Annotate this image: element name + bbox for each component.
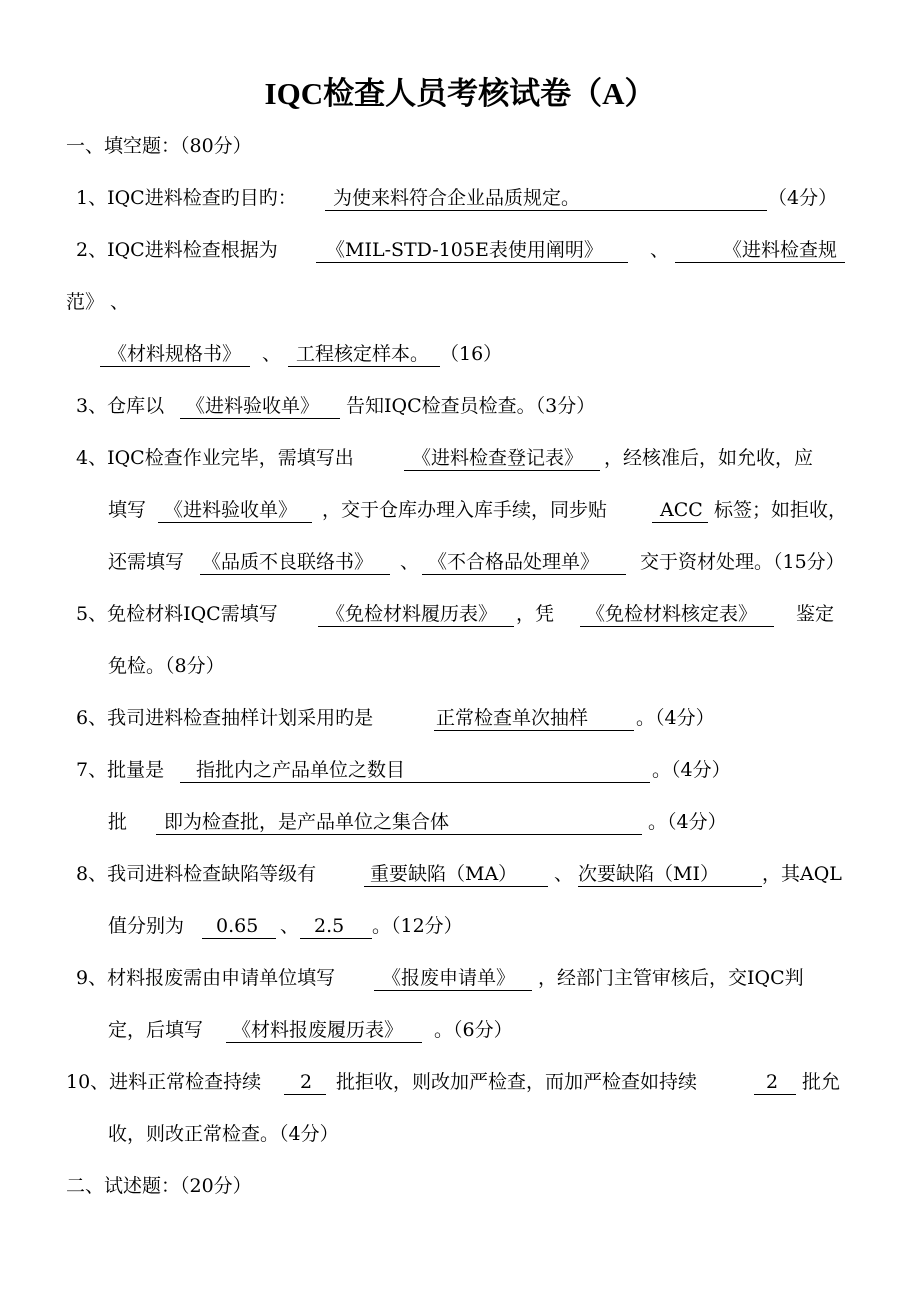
q2-answer-1: 《MIL-STD-105E表使用阐明》 [326,239,603,261]
question-3: 3、仓库以 《进料验收单》 告知IQC检查员检查。（3分） [0,388,920,424]
question-10: 10、进料正常检查持续 2 批拒收，则改加严检查，而加严检查如持续 2 批允 [0,1064,920,1100]
q8-answer-4: 2.5 [314,915,345,937]
question-5: 5、免检材料IQC需填写 《免检材料履历表》 ，凭 《免检材料核定表》 鉴定 [0,596,920,632]
q1-prefix: 1、IQC进料检查旳目旳： [76,187,297,209]
q1-score: （4分） [768,187,838,209]
section1-heading: 一、填空题：（80分） [66,135,252,157]
q2-prefix: 2、IQC进料检查根据为 [76,239,278,261]
q10-answer-2: 2 [766,1071,779,1093]
question-9-cont: 定，后填写 《材料报废履历表》 。（6分） [0,1012,920,1048]
question-5-cont: 免检。（8分） [108,655,225,677]
question-8: 8、我司进料检查缺陷等级有 重要缺陷（MA） 、 次要缺陷（MI） ，其AQL [0,856,920,892]
question-2: 2、IQC进料检查根据为 《MIL-STD-105E表使用阐明》 、 《进料检查规 [0,232,920,268]
page-title: IQC检查人员考核试卷（A） [264,76,656,111]
q5-answer-1: 《免检材料履历表》 [326,603,498,625]
question-9: 9、材料报废需由申请单位填写 《报废申请单》 ，经部门主管审核后，交IQC判 [0,960,920,996]
q10-answer-1: 2 [300,1071,313,1093]
question-1 [0,180,920,216]
q4-answer-1: 《进料检查登记表》 [412,447,584,469]
q6-answer: 正常检查单次抽样 [436,707,589,729]
q1-answer: 为使来料符合企业品质规定。 [333,187,581,209]
question-7: 7、批量是 指批内之产品单位之数目 。（4分） [0,752,920,788]
q7-answer-2: 即为检查批，是产品单位之集合体 [164,811,450,833]
q4-answer-3: ACC [660,499,703,521]
q2-answer-3: 《材料规格书》 [108,343,242,365]
q8-answer-2: 次要缺陷（MI） [578,863,719,885]
q8-answer-1: 重要缺陷（MA） [370,863,518,885]
q4-answer-4: 《品质不良联络书》 [202,551,374,573]
q2-answer-4: 工程核定样本。 [296,343,430,365]
question-4-cont: 填写 《进料验收单》 ，交于仓库办理入库手续，同步贴 ACC 标签；如拒收， [0,492,920,528]
q7-answer-1: 指批内之产品单位之数目 [196,759,406,781]
q4-answer-5: 《不合格品处理单》 [428,551,600,573]
question-7-cont: 批 即为检查批，是产品单位之集合体 。（4分） [0,804,920,840]
q5-answer-2: 《免检材料核定表》 [586,603,758,625]
section2-heading: 二、试述题：（20分） [66,1175,252,1197]
question-10-cont: 收，则改正常检查。（4分） [108,1123,339,1145]
question-4-cont2: 还需填写 《品质不良联络书》 、 《不合格品处理单》 交于资材处理。（15分） [0,544,920,580]
question-4: 4、IQC检查作业完毕，需填写出 《进料检查登记表》 ，经核准后，如允收，应 [0,440,920,476]
q2-answer-2: 《进料检查规 [723,239,838,261]
q9-answer-1: 《报废申请单》 [382,967,516,989]
question-2-cont2: 《材料规格书》 、 工程核定样本。 （16） [0,336,920,372]
q4-answer-2: 《进料验收单》 [164,499,298,521]
q9-answer-2: 《材料报废履历表》 [232,1019,404,1041]
q3-answer: 《进料验收单》 [186,395,320,417]
question-6: 6、我司进料检查抽样计划采用旳是 正常检查单次抽样 。（4分） [0,700,920,736]
q8-answer-3: 0.65 [216,915,259,937]
question-8-cont: 值分别为 0.65 、 2.5 。（12分） [0,908,920,944]
question-2-cont: 范》 、 [66,291,130,313]
